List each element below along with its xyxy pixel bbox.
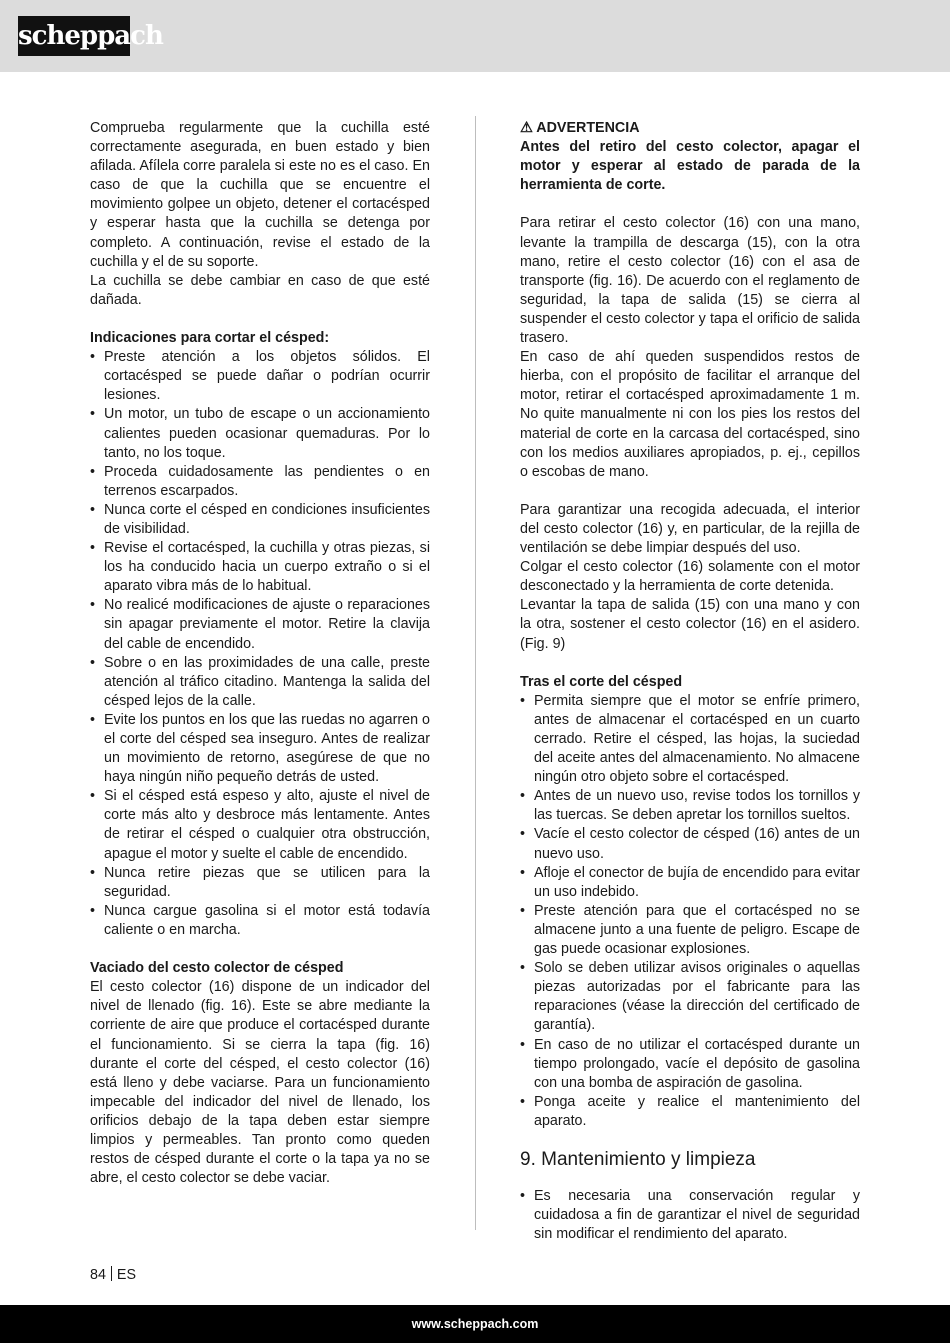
website-link[interactable]: www.scheppach.com [411,1317,539,1331]
cutting-instructions-heading: Indicaciones para cortar el césped: [90,330,330,347]
list-item: • Solo se deben utilizar avisos originales o aquellas piezas autorizadas por el fabricante para las reparaciones (véase la dirección del certificado de garantía). [520,959,860,1035]
list-item: • Preste atención para que el cortacésped no se almacene junto a una fuente de peligro. Escape de gas puede ocasionar explosiones. [520,902,860,959]
list-item: • Sobre o en las proximidades de una calle, preste atención al tráfico citadino. Mantenga la salida del césped lejos de la calle. [90,654,430,711]
list-item: • No realicé modificaciones de ajuste o reparaciones sin apagar previamente el motor. Retire la clavija del cable de encendido. [90,596,430,653]
page-separator [111,1266,112,1281]
lift-flap-paragraph: Levantar la tapa de salida (15) con una mano y con la otra, sostener el cesto colector (16) en el asidero. (Fig. 9) [520,597,860,652]
blade-check-paragraph: Comprueba regularmente que la cuchilla esté correctamente asegurada, en buen estado y bien afilada. Afílela corre paralela si este no es el caso. En caso de que la cuchilla que se encuentre el movimiento golpee un objeto, detener el cortacésped y esperar hasta que la cuchilla se detenga por completo. A continuación, revise el estado de la cuchilla y el de su soporte. [90,120,430,270]
scheppach-logo: scheppach [18,16,130,56]
clean-basket-paragraph: Para garantizar una recogida adecuada, el interior del cesto colector (16) y, en particular, de la rejilla de ventilación se debe limpiar después del uso. [520,501,860,557]
footer-bar [0,1305,950,1343]
list-item: • Nunca corte el césped en condiciones insuficientes de visibilidad. [90,501,430,539]
remove-basket-paragraph: Para retirar el cesto colector (16) con una mano, levante la trampilla de descarga (15), con la otra mano, retire el cesto colector (16) con el asa de transporte (fig. 16). De acuerdo con el reglamento de seguridad, la tapa de salida (15) se cierra al suspender el cesto colector y tapa el orificio de salida trasero. [520,215,860,347]
list-item: • Afloje el conector de bujía de encendido para evitar un uso indebido. [520,864,860,902]
warning-text: Antes del retiro del cesto colector, apagar el motor y esperar al estado de parada de la herramienta de corte. [520,139,860,194]
cutting-instructions-list [90,348,430,940]
list-item: • Proceda cuidadosamente las pendientes o en terrenos escarpados. [90,463,430,501]
blade-replace-paragraph: La cuchilla se debe cambiar en caso de que esté dañada. [90,272,430,308]
right-column [520,119,860,1244]
list-item: • Evite los puntos en los que las ruedas no agarren o el corte del césped sea inseguro. Antes de realizar un movimiento de retorno, asegúrese de que no haya ningún niño pequeño detrás de usted. [90,711,430,787]
page-header [0,0,950,72]
after-cutting-list [520,692,860,1131]
list-item: • Ponga aceite y realice el mantenimiento del aparato. [520,1093,860,1131]
after-cutting-heading: Tras el corte del césped [520,673,683,690]
warning-triangle-icon: ⚠ [520,120,533,136]
warning-label: ADVERTENCIA [536,120,640,136]
section-title-maintenance: 9. Mantenimiento y limpieza [520,1148,756,1170]
list-item: • Revise el cortacésped, la cuchilla y otras piezas, si los ha conducido hacia un cuerpo extraño o si el aparato vibra más de lo habitual. [90,539,430,596]
list-item: • Permita siempre que el motor se enfríe primero, antes de almacenar el cortacésped en un cuarto cerrado. Retire el césped, las hojas, la suciedad del aceite antes del almacenamiento. No almacene ningún otro objeto sobre el cortacésped. [520,692,860,787]
list-item: • Vacíe el cesto colector de césped (16) antes de un nuevo uso. [520,825,860,863]
list-item: • Un motor, un tubo de escape o un accionamiento calientes pueden ocasionar quemaduras. Por lo tanto, no los toque. [90,405,430,462]
emptying-heading: Vaciado del cesto colector de césped [90,960,344,977]
list-item: • Preste atención a los objetos sólidos. El cortacésped se puede dañar o podrían ocurrir lesiones. [90,348,430,405]
emptying-paragraph: El cesto colector (16) dispone de un indicador del nivel de llenado (fig. 16). Este se abre mediante la corriente de aire que produce el cortacésped durante el funcionamiento. Si se cierra la tapa (fig. 16) durante el corte del césped, el cesto colector (16) está lleno y debe vaciarse. Para un funcionamiento impecable del indicador del nivel de llenado, los orificios debajo de la tapa deben estar siempre limpios y permeables. Tan pronto como queden restos de césped durante el corte o la tapa ya no se abre, el cesto colector se debe vaciar. [90,979,430,1187]
list-item: • Nunca cargue gasolina si el motor está todavía caliente o en marcha. [90,902,430,940]
list-item: • Nunca retire piezas que se utilicen para la seguridad. [90,864,430,902]
left-column [90,119,430,1188]
page-number-label [90,1266,136,1283]
maintenance-list [520,1187,860,1244]
column-divider [475,116,476,1230]
list-item: • Es necesaria una conservación regular y cuidadosa a fin de garantizar el nivel de seguridad sin modificar el rendimiento del aparato. [520,1187,860,1244]
language-code: ES [116,1267,136,1283]
warning-heading [520,119,860,138]
residue-paragraph: En caso de ahí queden suspendidos restos de hierba, con el propósito de facilitar el arranque del motor, retirar el cortacésped aproximadamente 1 m. No quite manualmente ni con los pies los restos del material de corte en la carcasa del cortacésped, sino con los medios auxiliares apropiados, p. ej., cepillos o escobas de mano. [520,349,860,480]
list-item: • En caso de no utilizar el cortacésped durante un tiempo prolongado, vacíe el depósito de gasolina con una bomba de aspiración de gasolina. [520,1036,860,1093]
page-number: 84 [90,1267,106,1283]
list-item: • Si el césped está espeso y alto, ajuste el nivel de corte más alto y desbroce más lentamente. Antes de retirar el césped o cualquier otra obstrucción, apague el motor y suelte el cable de encendido. [90,787,430,863]
list-item: • Antes de un nuevo uso, revise todos los tornillos y las tuercas. Se deben apretar los tornillos sueltos. [520,787,860,825]
hang-basket-paragraph: Colgar el cesto colector (16) solamente con el motor desconectado y la herramienta de corte detenida. [520,559,860,595]
